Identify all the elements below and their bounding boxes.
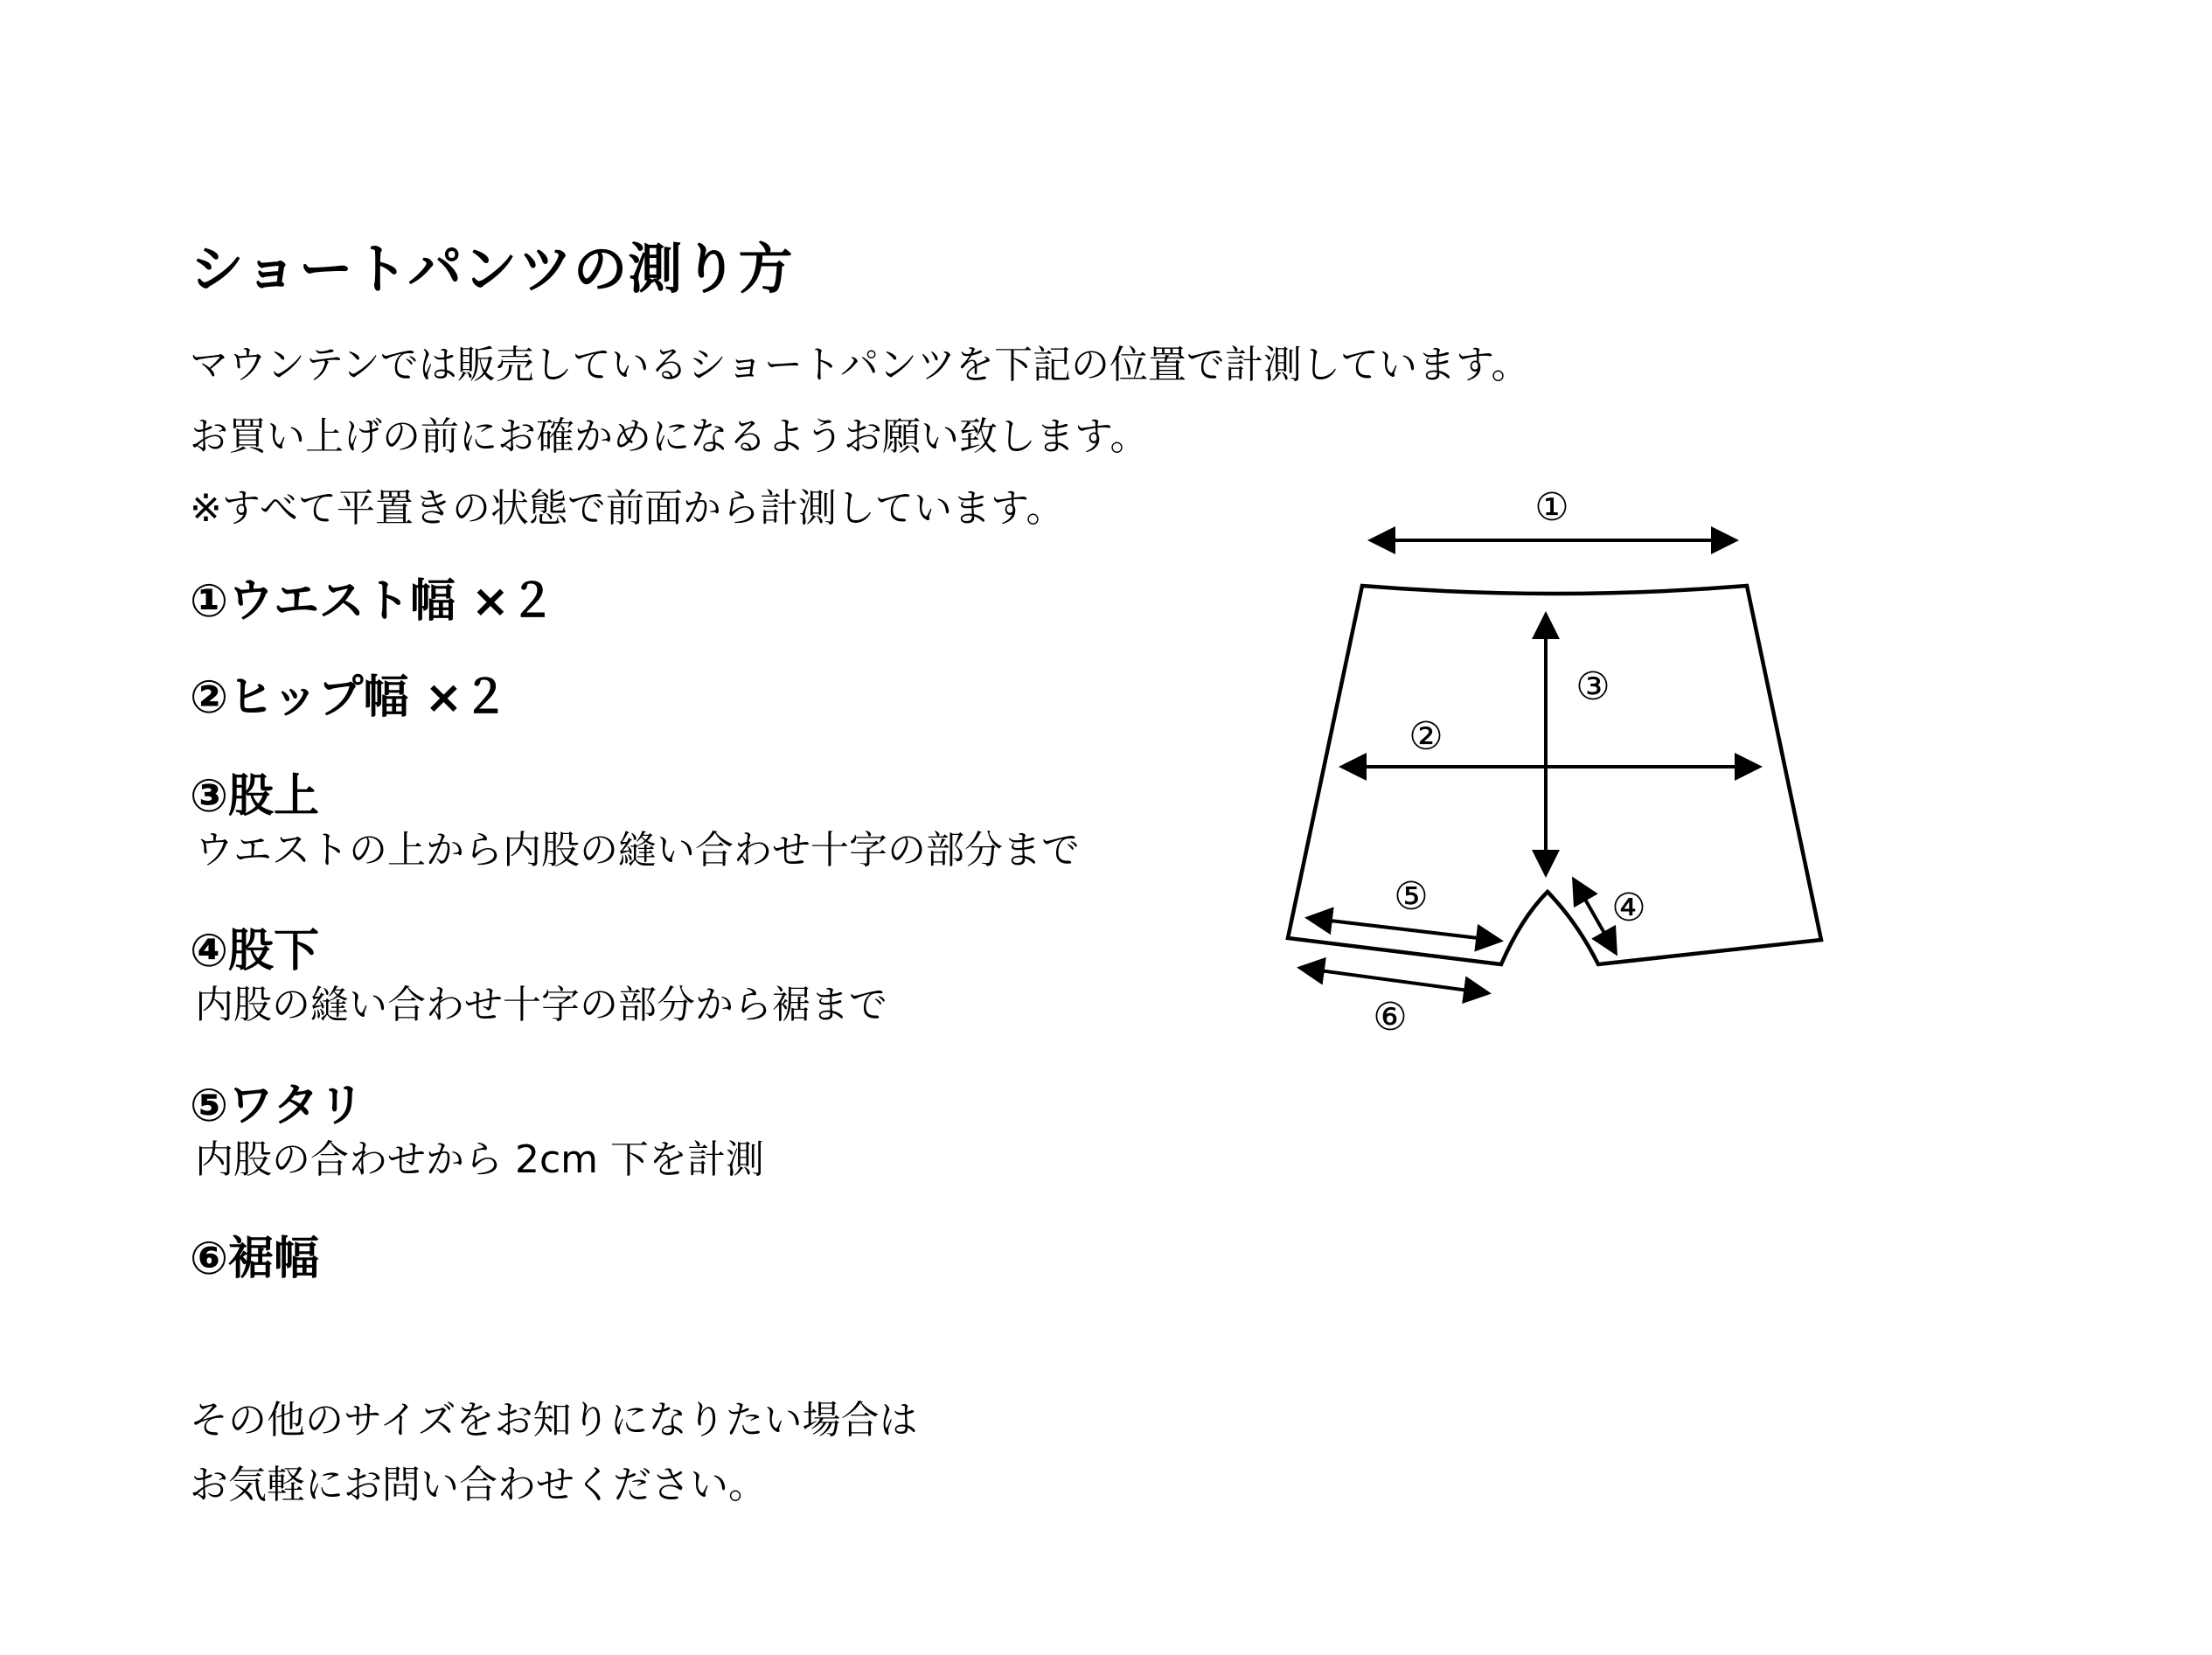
section-rise-heading: ③股上 xyxy=(190,770,320,823)
section-thigh xyxy=(190,1077,764,1186)
rise-label: ③ xyxy=(1576,664,1610,709)
thigh-arrow xyxy=(1308,918,1500,941)
page-title: ショートパンツの測り方 xyxy=(190,237,794,301)
section-rise-description: ウエストの上から内股の縫い合わせ十字の部分まで xyxy=(195,828,1080,873)
section-inseam-description: 内股の縫い合わせ十字の部分から裾まで xyxy=(195,983,887,1027)
shorts-outline xyxy=(1288,586,1821,964)
section-hip-heading: ②ヒップ幅 ×２ xyxy=(190,671,509,724)
section-hip xyxy=(190,669,508,727)
inseam-label: ④ xyxy=(1611,886,1646,930)
section-hem-heading: ⑥裾幅 xyxy=(190,1233,320,1285)
section-rise xyxy=(190,768,1080,876)
closing-text xyxy=(190,1388,917,1518)
waist-label: ① xyxy=(1534,485,1569,530)
closing-line-2: お気軽にお問い合わせください。 xyxy=(190,1463,767,1507)
section-waist xyxy=(190,573,555,630)
section-thigh-description: 内股の合わせから 2cm 下を計測 xyxy=(195,1137,765,1182)
hem-arrow xyxy=(1300,968,1488,993)
hem-label: ⑥ xyxy=(1373,995,1408,1040)
section-inseam-heading: ④股下 xyxy=(190,925,320,977)
section-thigh-heading: ⑤ワタリ xyxy=(190,1080,365,1132)
section-inseam xyxy=(190,922,887,1031)
intro-line-2: お買い上げの前にお確かめになるようお願い致します。 xyxy=(190,414,1149,459)
intro-line-3: ※すべて平置きの状態で前面から計測しています。 xyxy=(190,486,1065,531)
shorts-diagram xyxy=(1259,472,1836,1049)
section-hem xyxy=(190,1230,319,1288)
thigh-label: ⑤ xyxy=(1394,874,1429,919)
closing-line-1: その他のサイズをお知りになりたい場合は xyxy=(190,1398,918,1443)
section-waist-heading: ①ウエスト幅 ×２ xyxy=(190,575,555,628)
hip-label: ② xyxy=(1409,714,1443,759)
intro-line-1: マウンテンでは販売しているショートパンツを下記の位置で計測しています。 xyxy=(190,343,1530,387)
inseam-arrow xyxy=(1574,880,1616,953)
